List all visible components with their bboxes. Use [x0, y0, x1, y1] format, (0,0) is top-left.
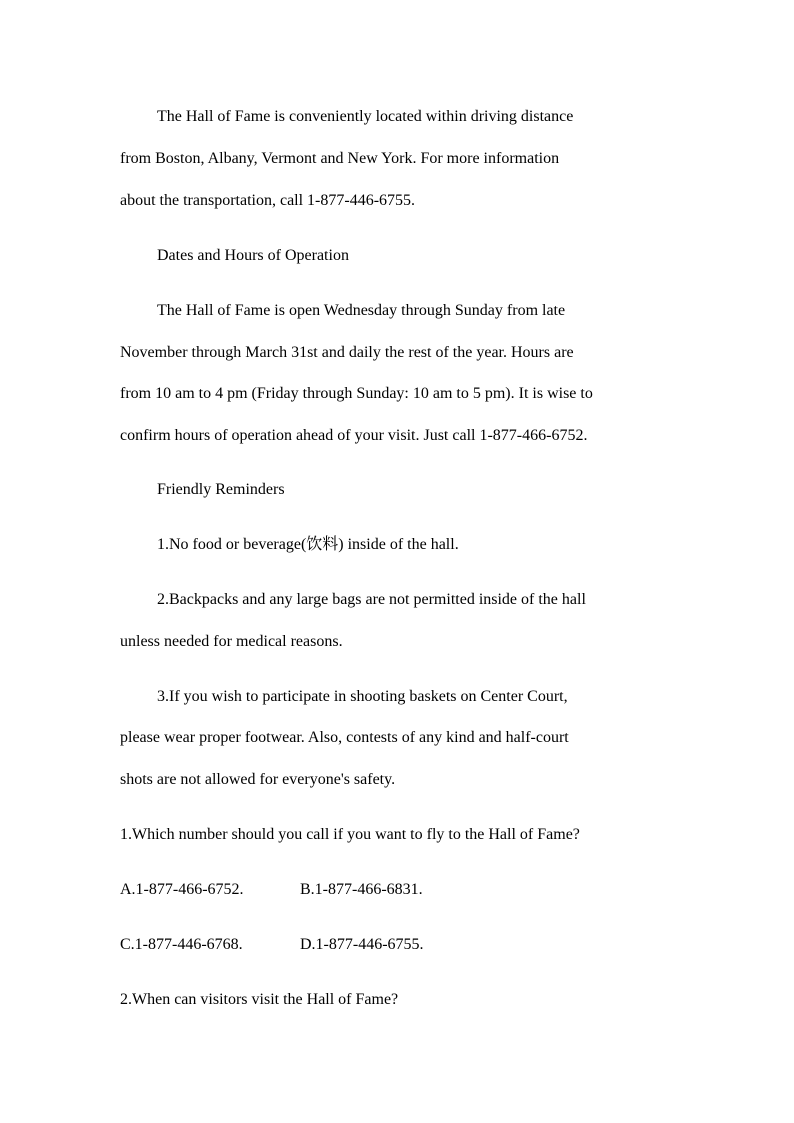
heading-friendly-reminders: Friendly Reminders — [157, 481, 285, 498]
question-1-options-row-1 — [120, 880, 520, 900]
paragraph-1-line-2: from Boston, Albany, Vermont and New York. For more information — [120, 150, 560, 167]
question-1-option-b: B.1-877-466-6831. — [300, 881, 423, 898]
reminder-2-line-2: unless needed for medical reasons. — [120, 633, 343, 650]
reminder-3-line-1: 3.If you wish to participate in shooting baskets on Center Court, — [157, 688, 568, 705]
paragraph-1-line-3: about the transportation, call 1-877-446-6755. — [120, 192, 416, 209]
reminder-2-line-1: 2.Backpacks and any large bags are not permitted inside of the hall — [157, 591, 586, 608]
reminder-3-line-2: please wear proper footwear. Also, contests of any kind and half-court — [120, 729, 569, 746]
paragraph-2-line-1: The Hall of Fame is open Wednesday through Sunday from late — [157, 302, 566, 319]
paragraph-2-line-4: confirm hours of operation ahead of your visit. Just call 1-877-466-6752. — [120, 427, 588, 444]
heading-dates-hours: Dates and Hours of Operation — [157, 247, 349, 264]
paragraph-2-line-3: from 10 am to 4 pm (Friday through Sunday: 10 am to 5 pm). It is wise to — [120, 385, 593, 402]
paragraph-2-line-2: November through March 31st and daily the rest of the year. Hours are — [120, 344, 574, 361]
question-1-stem: 1.Which number should you call if you want to fly to the Hall of Fame? — [120, 826, 580, 843]
question-1-options-row-2 — [120, 935, 520, 955]
reminder-3-line-3: shots are not allowed for everyone's safety. — [120, 771, 396, 788]
question-2-stem: 2.When can visitors visit the Hall of Fame? — [120, 991, 399, 1008]
question-1-option-d: D.1-877-446-6755. — [300, 936, 424, 953]
question-1-option-c: C.1-877-446-6768. — [120, 936, 243, 953]
question-1-option-a: A.1-877-466-6752. — [120, 881, 244, 898]
reminder-1: 1.No food or beverage(饮料) inside of the hall. — [157, 536, 459, 553]
paragraph-1-line-1: The Hall of Fame is conveniently located within driving distance — [157, 108, 574, 125]
